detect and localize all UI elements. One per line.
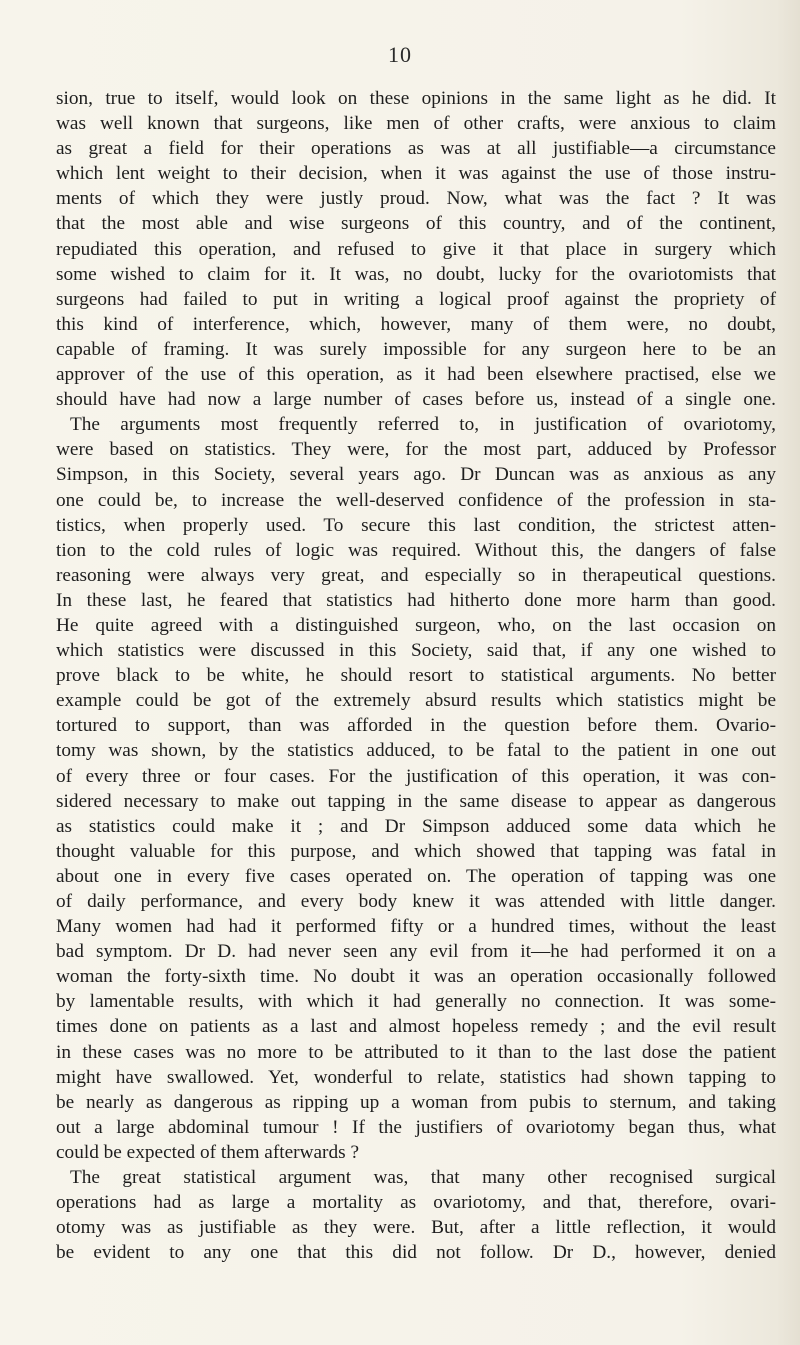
text-line: operations had as large a mortality as ovariotomy, and that, therefore, ovari- [56,1192,776,1214]
text-line: Simpson, in this Society, several years ago. Dr Duncan was as anxious as any [56,464,776,486]
text-line: reasoning were always very great, and especially so in therapeutical questions. [56,564,776,586]
text-line: might have swallowed. Yet, wonderful to relate, statistics had shown tapping to [56,1066,776,1088]
text-line: should have had now a large number of cases before us, instead of a single one. [56,389,776,411]
text-line: be evident to any one that this did not follow. Dr D., however, denied [56,1242,776,1264]
text-line: of every three or four cases. For the justification of this operation, it was con- [56,765,776,787]
text-line: thought valuable for this purpose, and which showed that tapping was fatal in [56,840,776,862]
text-line: which lent weight to their decision, when it was against the use of those instru- [56,163,776,185]
text-line: tomy was shown, by the statistics adduced, to be fatal to the patient in one out [56,740,776,762]
text-line: Many women had had it performed fifty or a hundred times, without the least [56,916,776,938]
text-line: as statistics could make it ; and Dr Simpson adduced some data which he [56,815,776,837]
text-line: prove black to be white, he should resort to statistical arguments. No better [56,665,776,687]
text-line: In these last, he feared that statistics had hitherto done more harm than good. [56,589,776,611]
text-line: The arguments most frequently referred to, in justification of ovariotomy, [70,414,776,436]
text-line: could be expected of them afterwards ? [56,1141,360,1163]
text-line: out a large abdominal tumour ! If the justifiers of ovariotomy began thus, what [56,1116,776,1138]
text-line: about one in every five cases operated on. The operation of tapping was one [56,865,776,887]
text-line: of daily performance, and every body knew it was attended with little danger. [56,891,776,912]
text-line: tistics, when properly used. To secure this last condition, the strictest atten- [56,514,776,536]
text-line: was well known that surgeons, like men of other crafts, were anxious to claim [56,113,776,135]
text-line: bad symptom. Dr D. had never seen any evil from it—he had performed it on a [56,941,776,963]
text-line: The great statistical argument was, that many other recognised surgical [70,1167,776,1189]
text-line: which statistics were discussed in this Society, said that, if any one wished to [56,640,776,662]
page-number: 10 [388,42,412,67]
text-line: ments of which they were justly proud. Now, what was the fact ? It was [56,188,776,210]
text-line: woman the forty-sixth time. No doubt it was an operation occasionally followed [56,966,776,988]
text-line: one could be, to increase the well-deserved confidence of the profession in sta- [56,489,776,511]
text-line: sion, true to itself, would look on these opinions in the same light as he did. It [56,88,776,109]
text-line: repudiated this operation, and refused to give it that place in surgery which [56,238,776,260]
text-line: tortured to support, than was afforded in the question before them. Ovario- [56,715,776,737]
text-line: in these cases was no more to be attributed to it than to the last dose the patient [56,1041,776,1063]
text-line: that the most able and wise surgeons of this country, and of the continent, [56,213,776,235]
text-line: capable of framing. It was surely impossible for any surgeon here to be an [56,338,776,360]
text-line: this kind of interference, which, however, many of them were, no doubt, [56,313,776,335]
text-line: He quite agreed with a distinguished surgeon, who, on the last occasion on [56,614,776,636]
text-line: example could be got of the extremely absurd results which statistics might be [56,690,776,712]
text-line: be nearly as dangerous as ripping up a woman from pubis to sternum, and taking [56,1091,776,1113]
text-line: surgeons had failed to put in writing a logical proof against the propriety of [56,288,776,310]
body-text [56,86,776,1265]
text-line: were based on statistics. They were, for the most part, adduced by Professor [56,439,776,461]
text-line: as great a field for their operations as was at all justifiable—a circumstance [56,138,776,160]
text-line: otomy was as justifiable as they were. But, after a little reflection, it would [56,1217,776,1239]
text-line: some wished to claim for it. It was, no doubt, lucky for the ovariotomists that [56,263,776,285]
text-line: by lamentable results, with which it had generally no connection. It was some- [56,991,776,1013]
text-line: times done on patients as a last and almost hopeless remedy ; and the evil result [56,1016,776,1038]
text-line: approver of the use of this operation, as it had been elsewhere practised, else we [56,364,776,386]
text-line: tion to the cold rules of logic was required. Without this, the dangers of false [56,539,776,561]
text-line: sidered necessary to make out tapping in the same disease to appear as dangerous [56,790,776,812]
